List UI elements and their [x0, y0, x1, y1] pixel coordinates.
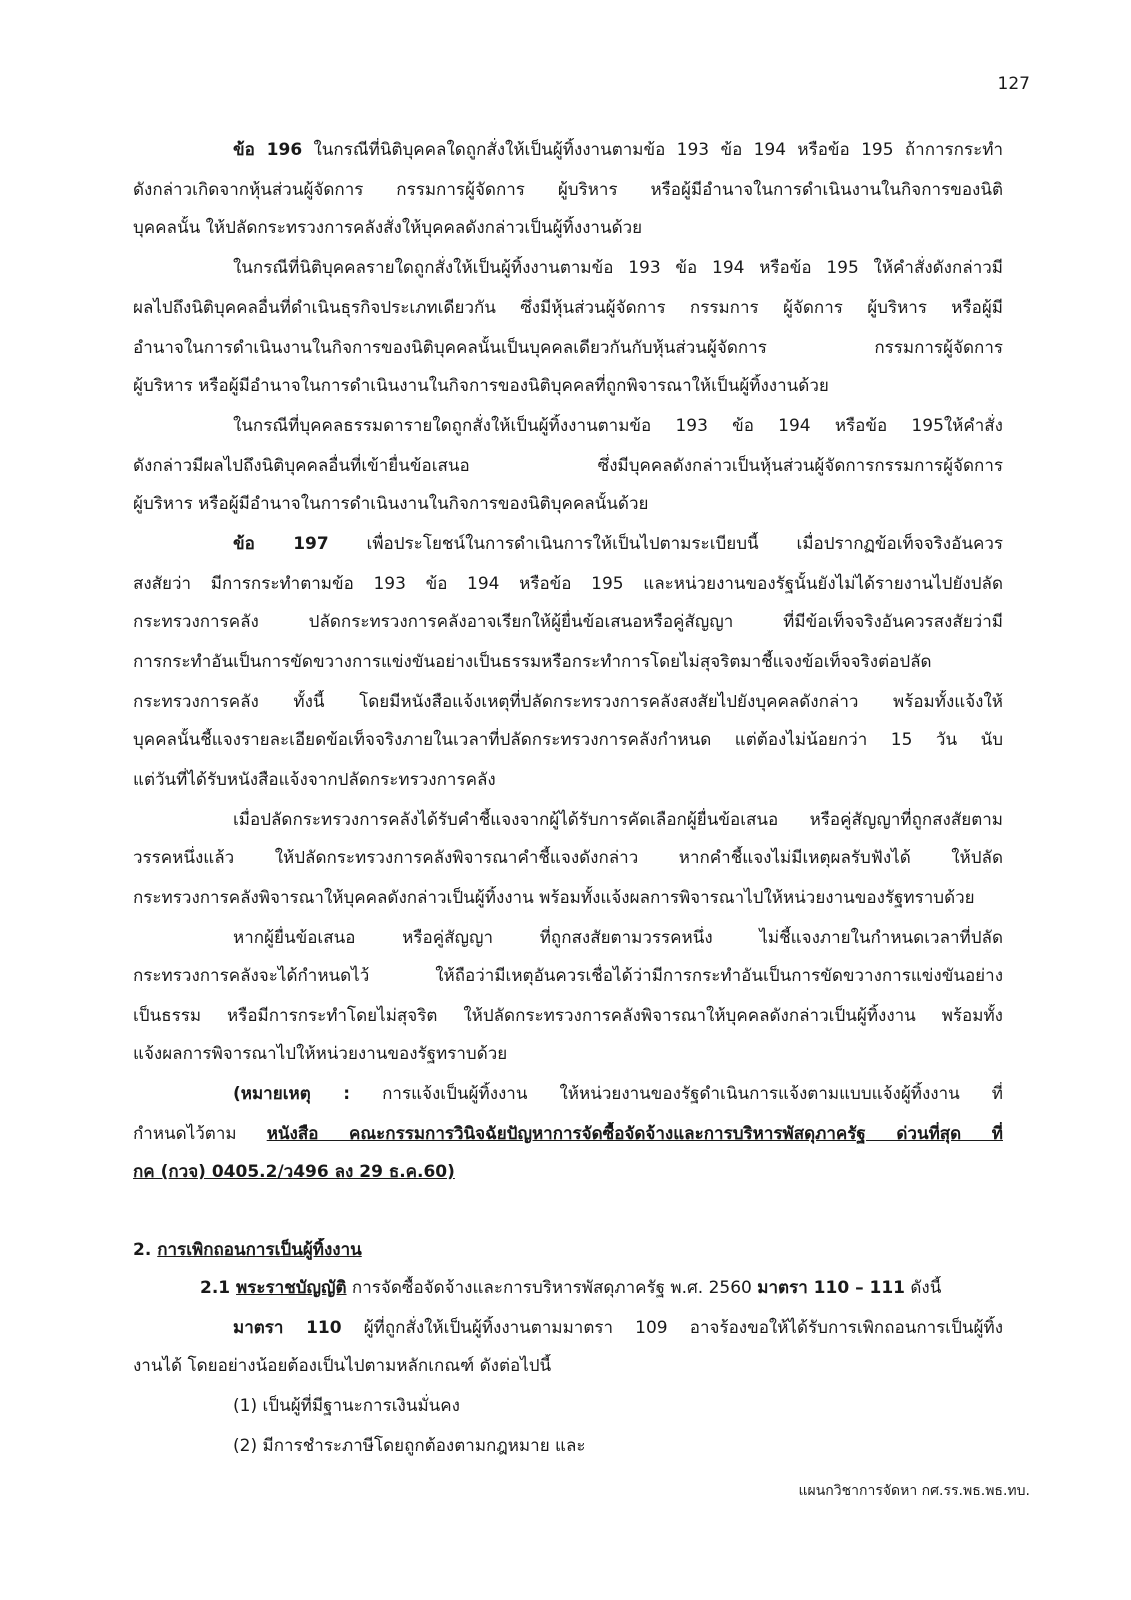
criteria-item-1: (1) เป็นผู้ที่มีฐานะการเงินมั่นคง — [233, 1396, 460, 1416]
clause197-text: เพื่อประโยชน์ในการดำเนินการให้เป็นไปตามระเบียบนี้ เมื่อปรากฏข้อเท็จจริงอันควร — [328, 534, 1003, 554]
section110-line1 — [233, 1316, 1003, 1340]
section2-heading — [133, 1238, 1003, 1262]
clause197-para2-line1: เมื่อปลัดกระทรวงการคลังได้รับคำชี้แจงจากผู้ได้รับการคัดเลือกผู้ยื่นข้อเสนอ หรือคู่สัญญาที่ถูกสงสัยตาม — [233, 810, 1003, 830]
section110-heading: มาตรา 110 — [233, 1318, 342, 1338]
section110-text: ผู้ที่ถูกสั่งให้เป็นผู้ทิ้งงานตามมาตรา 109 อาจร้องขอให้ได้รับการเพิกถอนการเป็นผู้ทิ้ง — [341, 1318, 1003, 1338]
section2-number: 2. — [133, 1240, 158, 1260]
clause196-para3-line2: ดังกล่าวมีผลไปถึงนิติบุคคลอื่นที่เข้ายื่นข้อเสนอ ซึ่งมีบุคคลดังกล่าวเป็นหุ้นส่วนผู้จัดการกรรมการผู้จัดการ — [133, 456, 1003, 476]
clause196-para3-line3: ผู้บริหาร หรือผู้มีอำนาจในการดำเนินงานในกิจการของนิติบุคคลนั้นด้วย — [133, 494, 649, 514]
section2-1-number: 2.1 — [200, 1278, 237, 1298]
clause197-para2-line3: กระทรวงการคลังพิจารณาให้บุคคลดังกล่าวเป็นผู้ทิ้งงาน พร้อมทั้งแจ้งผลการพิจารณาไปให้หน่วยงานของรัฐทราบด้วย — [133, 888, 975, 908]
criteria-item-2: (2) มีการชำระภาษีโดยถูกต้องตามกฎหมาย และ — [233, 1436, 586, 1456]
clause196-line1 — [233, 138, 1003, 162]
page-number: 127 — [997, 74, 1030, 94]
clause197-para3-line1: หากผู้ยื่นข้อเสนอ หรือคู่สัญญา ที่ถูกสงสัยตามวรรคหนึ่ง ไม่ชี้แจงภายในกำหนดเวลาที่ปลัด — [233, 928, 1003, 948]
note-reference-link: หนังสือ คณะกรรมการวินิจฉัยปัญหาการจัดซื้อจัดจ้างและการบริหารพัสดุภาครัฐ ด่วนที่สุด ที่ — [266, 1124, 1003, 1144]
clause197-line1 — [233, 532, 1003, 556]
note-line3 — [133, 1160, 1003, 1184]
clause196-para2-line2: ผลไปถึงนิติบุคคลอื่นที่ดำเนินธุรกิจประเภทเดียวกัน ซึ่งมีหุ้นส่วนผู้จัดการ กรรมการ ผู้จัดการ ผู้บริหาร หรือผู้มี — [133, 298, 1003, 318]
note-text-prefix: กำหนดไว้ตาม — [133, 1124, 267, 1144]
note-line2 — [133, 1122, 1003, 1146]
clause196-heading: ข้อ 196 — [233, 140, 303, 160]
section2-1-text: การจัดซื้อจัดจ้างและการบริหารพัสดุภาครัฐ พ.ศ. 2560 — [346, 1278, 758, 1298]
note-text: การแจ้งเป็นผู้ทิ้งงาน ให้หน่วยงานของรัฐดำเนินการแจ้งตามแบบแจ้งผู้ทิ้งงาน ที่ — [350, 1084, 1003, 1104]
clause197-para3-line2: กระทรวงการคลังจะได้กำหนดไว้ ให้ถือว่ามีเหตุอันควรเชื่อได้ว่ามีการกระทำอันเป็นการขัดขวางการแข่งขันอย่าง — [133, 966, 1003, 986]
note-reference-end: กค (กวจ) 0405.2/ว496 ลง 29 ธ.ค.60) — [133, 1162, 455, 1182]
clause196-para2-line4: ผู้บริหาร หรือผู้มีอำนาจในการดำเนินงานในกิจการของนิติบุคคลที่ถูกพิจารณาให้เป็นผู้ทิ้งงานด้วย — [133, 376, 829, 396]
section2-1-title: พระราชบัญญัติ — [236, 1278, 347, 1298]
clause197-para3-line3: เป็นธรรม หรือมีการกระทำโดยไม่สุจริต ให้ปลัดกระทรวงการคลังพิจารณาให้บุคคลดังกล่าวเป็นผู้ทิ้งงาน พร้อมทั้ง — [133, 1006, 1003, 1026]
footer-department: แผนกวิชาการจัดหา กศ.รร.พธ.พธ.ทบ. — [798, 1483, 1030, 1499]
clause196-para3-line1: ในกรณีที่บุคคลธรรมดารายใดถูกสั่งให้เป็นผู้ทิ้งงานตามข้อ 193 ข้อ 194 หรือข้อ 195ให้คำสั่ง — [233, 416, 1003, 436]
note-heading: (หมายเหตุ : — [233, 1084, 351, 1104]
clause197-line6: บุคคลนั้นชี้แจงรายละเอียดข้อเท็จจริงภายในเวลาที่ปลัดกระทรวงการคลังกำหนด แต่ต้องไม่น้อยกว่า 15 วัน นับ — [133, 730, 1003, 750]
clause197-para2-line2: วรรคหนึ่งแล้ว ให้ปลัดกระทรวงการคลังพิจารณาคำชี้แจงดังกล่าว หากคำชี้แจงไม่มีเหตุผลรับฟังได้ ให้ปลัด — [133, 848, 1003, 868]
clause197-line2: สงสัยว่า มีการกระทำตามข้อ 193 ข้อ 194 หรือข้อ 195 และหน่วยงานของรัฐนั้นยังไม่ได้รายงานไปยังปลัด — [133, 574, 1003, 594]
clause197-line4: การกระทำอันเป็นการขัดขวางการแข่งขันอย่างเป็นธรรมหรือกระทำการโดยไม่สุจริตมาชี้แจงข้อเท็จจริงต่อปลัด — [133, 652, 932, 672]
clause197-line7: แต่วันที่ได้รับหนังสือแจ้งจากปลัดกระทรวงการคลัง — [133, 770, 496, 790]
section2-1-end: ดังนี้ — [904, 1278, 942, 1298]
clause197-para3-line4: แจ้งผลการพิจารณาไปให้หน่วยงานของรัฐทราบด้วย — [133, 1044, 508, 1064]
clause197-heading: ข้อ 197 — [233, 534, 329, 554]
clause196-line3: บุคคลนั้น ให้ปลัดกระทรวงการคลังสั่งให้บุคคลดังกล่าวเป็นผู้ทิ้งงานด้วย — [133, 218, 643, 238]
note-line1 — [233, 1082, 1003, 1106]
clause196-text: ในกรณีที่นิติบุคคลใดถูกสั่งให้เป็นผู้ทิ้งงานตามข้อ 193 ข้อ 194 หรือข้อ 195 ถ้าการกระทำ — [302, 140, 1003, 160]
clause196-line2: ดังกล่าวเกิดจากหุ้นส่วนผู้จัดการ กรรมการผู้จัดการ ผู้บริหาร หรือผู้มีอำนาจในการดำเนินงานในกิจการของนิติ — [133, 180, 1003, 200]
clause197-line3: กระทรวงการคลัง ปลัดกระทรวงการคลังอาจเรียกให้ผู้ยื่นข้อเสนอหรือคู่สัญญา ที่มีข้อเท็จจริงอันควรสงสัยว่ามี — [133, 612, 1003, 632]
clause197-line5: กระทรวงการคลัง ทั้งนี้ โดยมีหนังสือแจ้งเหตุที่ปลัดกระทรวงการคลังสงสัยไปยังบุคคลดังกล่าว พร้อมทั้งแจ้งให้ — [133, 692, 1003, 712]
clause196-para2-line1: ในกรณีที่นิติบุคคลรายใดถูกสั่งให้เป็นผู้ทิ้งงานตามข้อ 193 ข้อ 194 หรือข้อ 195 ให้คำสั่งดังกล่าวมี — [233, 258, 1003, 278]
section2-1-line — [200, 1276, 1003, 1300]
section2-1-sections: มาตรา 110 – 111 — [757, 1278, 905, 1298]
clause196-para2-line3: อำนาจในการดำเนินงานในกิจการของนิติบุคคลนั้นเป็นบุคคลเดียวกันกับหุ้นส่วนผู้จัดการ กรรมการผู้จัดการ — [133, 338, 1003, 358]
section2-title: การเพิกถอนการเป็นผู้ทิ้งงาน — [157, 1240, 362, 1260]
section110-line2: งานได้ โดยอย่างน้อยต้องเป็นไปตามหลักเกณฑ์ ดังต่อไปนี้ — [133, 1356, 552, 1376]
